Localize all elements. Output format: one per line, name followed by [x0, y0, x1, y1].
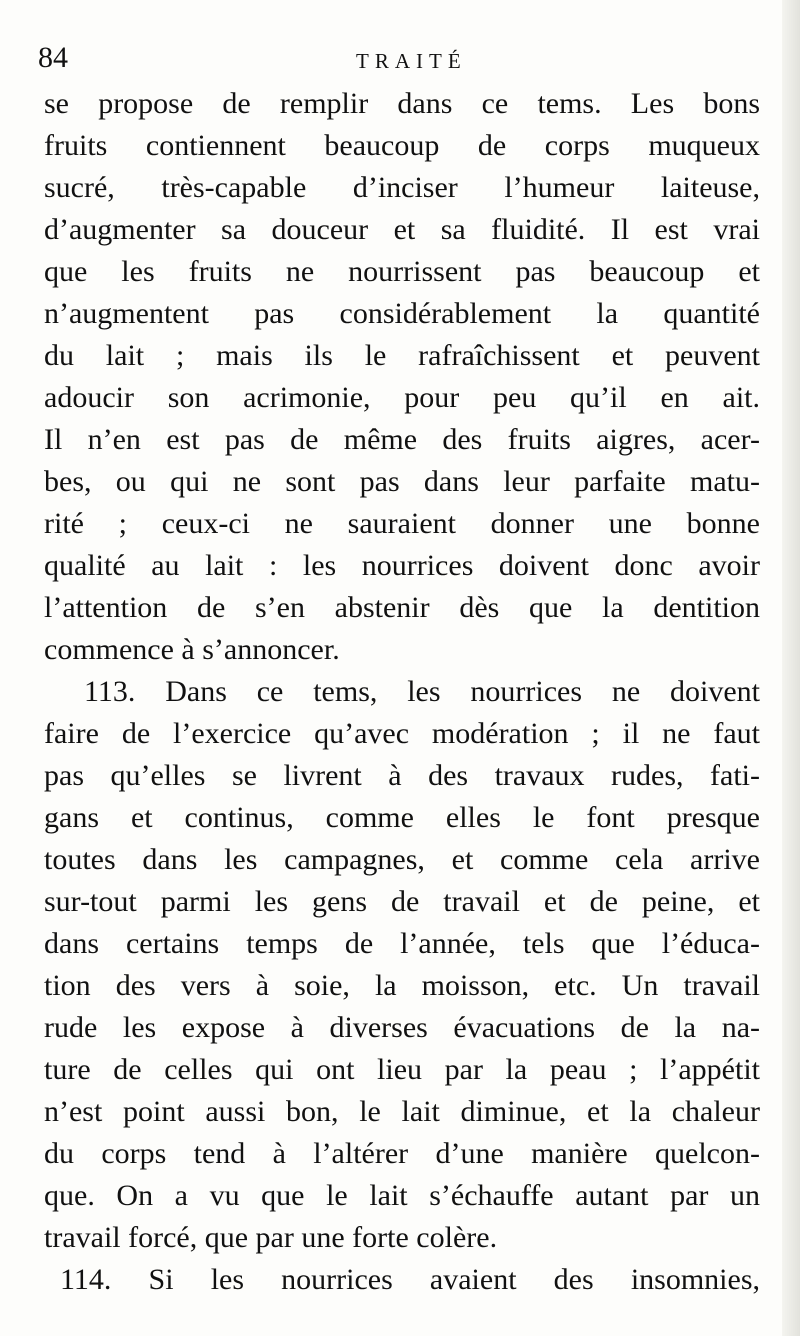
- text-line: n’est point aussi bon, le lait diminue, et la chaleur: [44, 1095, 760, 1128]
- text-line: gans et continus, comme elles le font presque: [44, 801, 760, 834]
- text-line: ture de celles qui ont lieu par la peau ; l’appétit: [44, 1053, 760, 1086]
- text-line: tion des vers à soie, la moisson, etc. Un travail: [44, 969, 760, 1002]
- paragraph-start-114: 114. Si les nourrices avaient des insomnies,: [60, 1263, 760, 1296]
- text-line: du lait ; mais ils le rafraîchissent et peuvent: [44, 339, 760, 372]
- page-header: [38, 40, 758, 76]
- text-line: se propose de remplir dans ce tems. Les bons: [44, 87, 760, 120]
- body-text: [44, 83, 760, 1301]
- text-line: rité ; ceux-ci ne sauraient donner une bonne: [44, 507, 760, 540]
- paragraph-start-113: 113. Dans ce tems, les nourrices ne doivent: [84, 675, 760, 708]
- text-line: faire de l’exercice qu’avec modération ; il ne faut: [44, 717, 760, 750]
- text-line: fruits contiennent beaucoup de corps muqueux: [44, 129, 760, 162]
- text-line: sucré, très-capable d’inciser l’humeur laiteuse,: [44, 171, 760, 204]
- page-edge-bleed: [782, 0, 800, 1336]
- page-number: 84: [38, 41, 68, 74]
- text-line: rude les expose à diverses évacuations de la na-: [44, 1011, 760, 1044]
- text-line: l’attention de s’en abstenir dès que la dentition: [44, 591, 760, 624]
- text-line: adoucir son acrimonie, pour peu qu’il en ait.: [44, 381, 760, 414]
- text-line: Il n’en est pas de même des fruits aigres, acer-: [44, 423, 760, 456]
- text-line: pas qu’elles se livrent à des travaux rudes, fati-: [44, 759, 760, 792]
- text-line: commence à s’annoncer.: [44, 633, 340, 666]
- text-line: d’augmenter sa douceur et sa fluidité. Il est vrai: [44, 213, 760, 246]
- text-line: dans certains temps de l’année, tels que l’éduca-: [44, 927, 760, 960]
- text-line: bes, ou qui ne sont pas dans leur parfaite matu-: [44, 465, 760, 498]
- running-title: TRAITÉ: [356, 49, 467, 73]
- text-line: sur-tout parmi les gens de travail et de peine, et: [44, 885, 760, 918]
- text-line: que. On a vu que le lait s’échauffe autant par un: [44, 1179, 760, 1212]
- text-line: qualité au lait : les nourrices doivent donc avoir: [44, 549, 760, 582]
- text-line: travail forcé, que par une forte colère.: [44, 1221, 498, 1254]
- text-line: du corps tend à l’altérer d’une manière quelcon-: [44, 1137, 760, 1170]
- text-line: toutes dans les campagnes, et comme cela arrive: [44, 843, 760, 876]
- text-line: n’augmentent pas considérablement la quantité: [44, 297, 760, 330]
- text-line: que les fruits ne nourrissent pas beaucoup et: [44, 255, 760, 288]
